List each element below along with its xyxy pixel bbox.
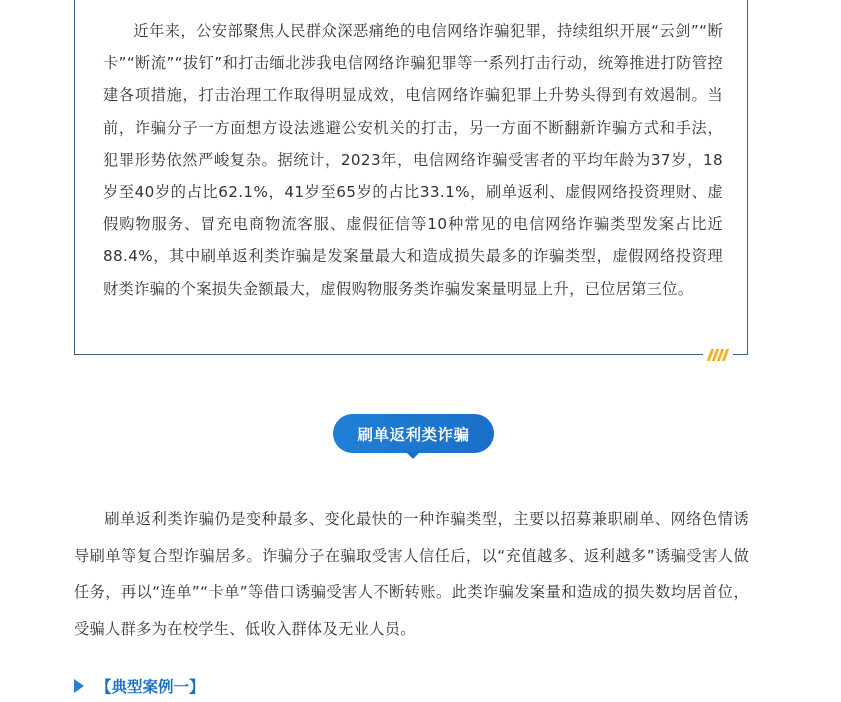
case-heading	[74, 675, 205, 697]
decorative-stripes-icon	[703, 349, 733, 361]
section-title: 刷单返利类诈骗	[333, 414, 494, 453]
intro-box	[74, 0, 748, 355]
section-heading	[333, 414, 494, 453]
section-body-paragraph: 刷单返利类诈骗仍是变种最多、变化最快的一种诈骗类型，主要以招募兼职刷单、网络色情诱导刷单等复合型诈骗居多。诈骗分子在骗取受害人信任后，以“充值越多、返利越多”诱骗受害人做任务，再以“连单”“卡单”等借口诱骗受害人不断转账。此类诈骗发案量和造成的损失数均居首位，受骗人群多为在校学生、低收入群体及无业人员。	[74, 510, 749, 638]
triangle-right-icon	[74, 679, 84, 693]
intro-paragraph: 近年来，公安部聚焦人民群众深恶痛绝的电信网络诈骗犯罪，持续组织开展“云剑”“断卡”“断流”“拔钉”和打击缅北涉我电信网络诈骗犯罪等一系列打击行动，统筹推进打防管控建各项措施，打击治理工作取得明显成效，电信网络诈骗犯罪上升势头得到有效遏制。当前，诈骗分子一方面想方设法逃避公安机关的打击，另一方面不断翻新诈骗方式和手法，犯罪形势依然严峻复杂。据统计，2023年，电信网络诈骗受害者的平均年龄为37岁，18岁至40岁的占比62.1%，41岁至65岁的占比33.1%，刷单返利、虚假网络投资理财、虚假购物服务、冒充电商物流客服、虚假征信等10种常见的电信网络诈骗类型发案占比近88.4%，其中刷单返利类诈骗是发案量最大和造成损失最多的诈骗类型，虚假网络投资理财类诈骗的个案损失金额最大，虚假购物服务类诈骗发案量明显上升，已位居第三位。	[103, 22, 723, 298]
case-title: 【典型案例一】	[96, 678, 205, 696]
speech-tip-icon	[405, 451, 421, 459]
